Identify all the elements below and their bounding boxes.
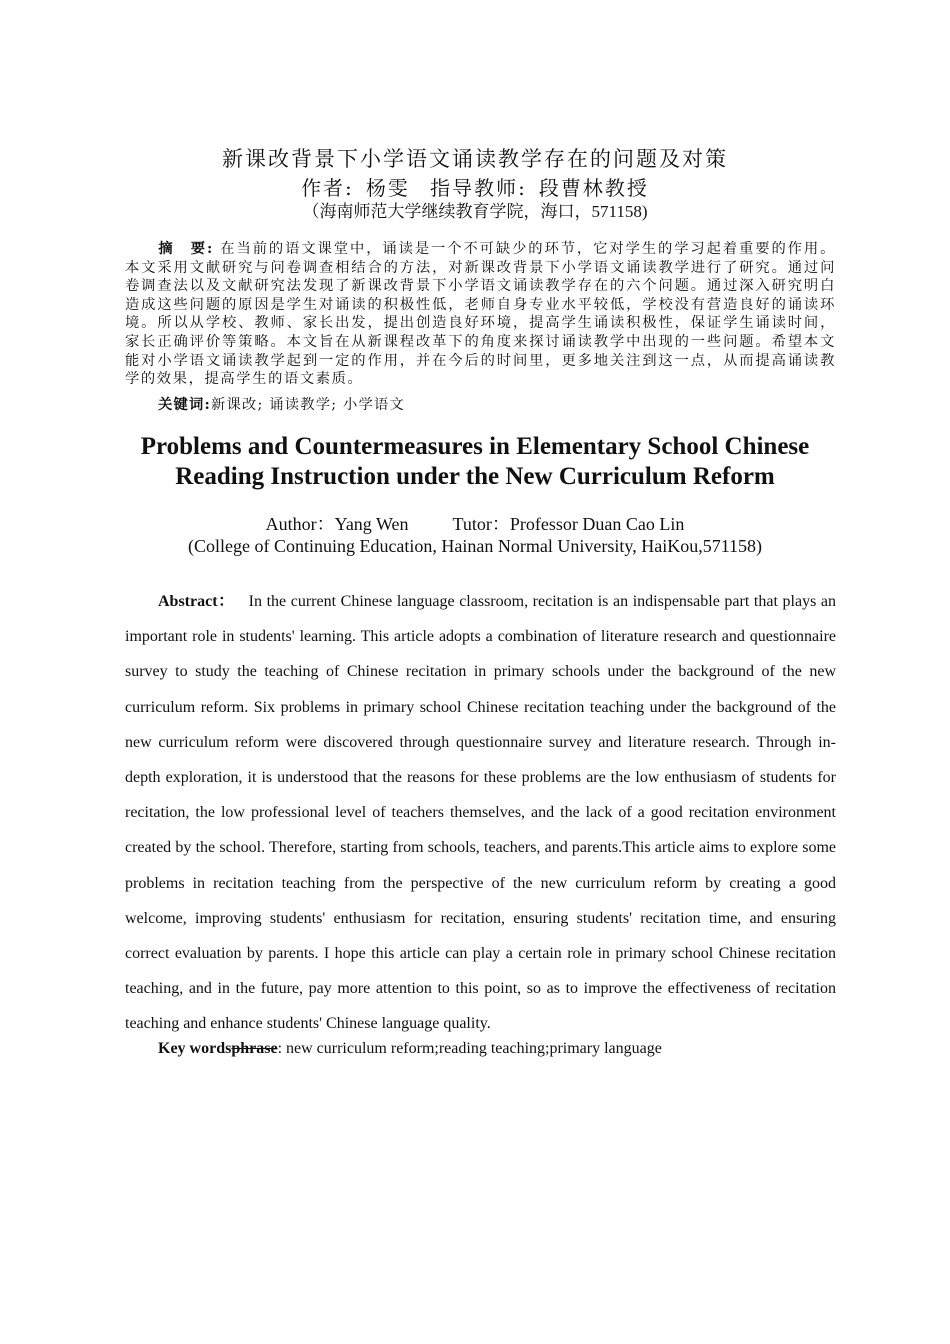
chinese-affiliation: （海南师范大学继续教育学院，海口，571158): [302, 202, 648, 221]
chinese-tutor-name: 段曹林教授: [538, 176, 649, 200]
english-author: Author：Yang Wen: [265, 514, 409, 534]
english-title-line-2: Reading Instruction under the New Curriculum Reform: [175, 463, 775, 490]
chinese-abstract-text: 在当前的语文课堂中，诵读是一个不可缺少的环节，它对学生的学习起着重要的作用。本文采用文献研究与问卷调查相结合的方法，对新课改背景下小学语文诵读教学进行了研究。通过问卷调查法以及文献研究法发现了新课改背景下小学语文诵读教学存在的六个问题。通过深入研究明白造成这些问题的原因是学生对诵读的积极性低，老师自身专业水平较低，学校没有营造良好的诵读环境。所以从学校、教师、家长出发，提出创造良好环境，提高学生诵读积极性，保证学生诵读时间，家长正确评价等策略。本文旨在从新课程改革下的角度来探讨诵读教学中出现的一些问题。希望本文能对小学语文诵读教学起到一定的作用，并在今后的时间里，更多地关注到这一点，从而提高诵读教学的效果，提高学生的语文素质。: [125, 241, 836, 388]
english-keywords: [158, 1040, 838, 1058]
chinese-abstract: [125, 240, 836, 389]
english-title-line-1: Problems and Countermeasures in Elementary School Chinese: [140, 433, 810, 460]
english-keywords-struck: phrase: [231, 1040, 278, 1057]
chinese-keywords-label: 关键词:: [158, 397, 211, 413]
english-abstract-text: In the current Chinese language classroom, recitation is an indispensable part that plays an important role in students' learning. This article adopts a combination of literature research and questionnaire survey to study the teaching of Chinese recitation in primary schools under the background of the new curriculum reform. Six problems in primary school Chinese recitation teaching under the background of the new curriculum reform were discovered through questionnaire survey and literature research. Through in-depth exploration, it is understood that the reasons for these problems are the low enthusiasm of students for recitation, the low professional level of teachers themselves, and the lack of a good recitation environment created by the school. Therefore, starting from schools, teachers, and parents.This article aims to explore some problems in recitation teaching from the perspective of the new curriculum reform by creating a good welcome, improving students' enthusiasm for recitation, ensuring students' recitation time, and ensuring correct evaluation by parents. I hope this article can play a certain role in primary school Chinese recitation teaching, and in the future, pay more attention to this point, so as to improve the effectiveness of recitation teaching and enhance students' Chinese language quality.: [125, 593, 837, 1033]
english-keywords-label: Key words: [158, 1040, 232, 1057]
chinese-title: 新课改背景下小学语文诵读教学存在的问题及对策: [222, 147, 728, 171]
english-keywords-text: : new curriculum reform;reading teaching;primary language: [277, 1040, 662, 1057]
english-abstract-label: Abstract：: [158, 593, 235, 610]
chinese-keywords: [158, 394, 838, 414]
chinese-author-name: 杨雯: [365, 176, 410, 200]
english-abstract: [125, 584, 836, 1042]
english-author-block: [0, 513, 950, 557]
chinese-keywords-text: 新课改; 诵读教学; 小学语文: [210, 397, 405, 413]
chinese-tutor-label: 指导教师:: [430, 176, 527, 200]
english-affiliation: (College of Continuing Education, Hainan Normal University, HaiKou,571158): [187, 536, 763, 556]
english-tutor: Tutor：Professor Duan Cao Lin: [452, 514, 685, 534]
chinese-author-label: 作者:: [301, 176, 354, 200]
english-title: [0, 432, 950, 492]
chinese-abstract-label: 摘 要:: [158, 241, 214, 257]
english-author-line: [0, 513, 950, 535]
